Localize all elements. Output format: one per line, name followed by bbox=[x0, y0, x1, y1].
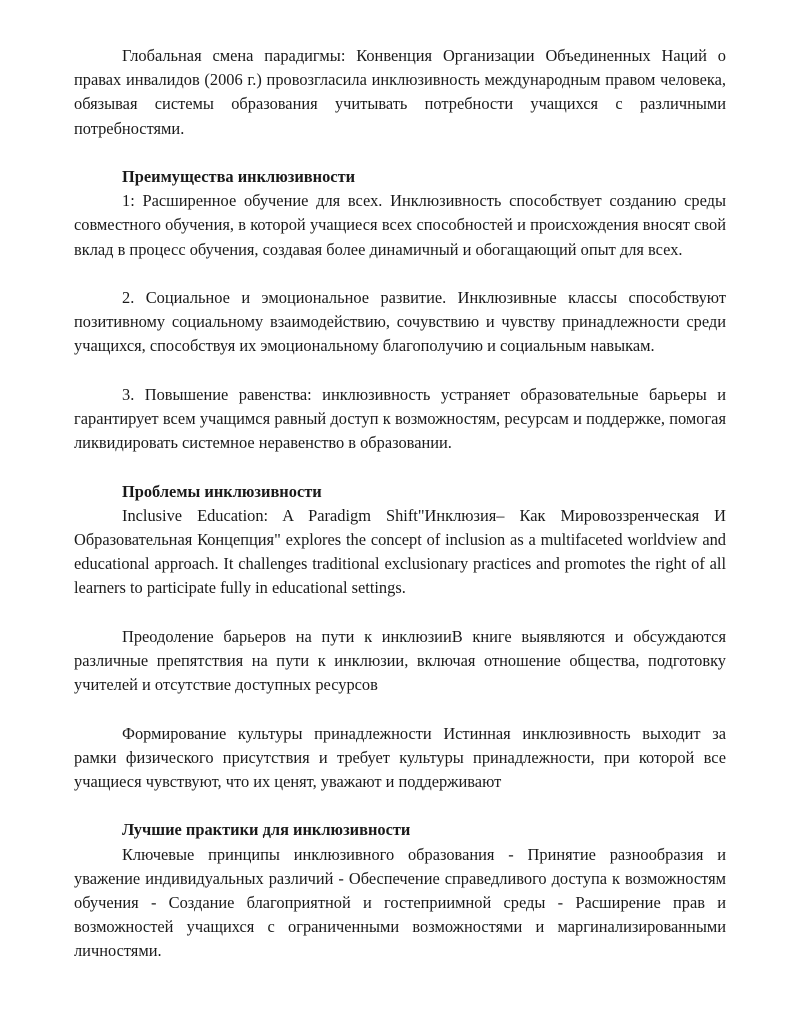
section-heading-advantages: Преимущества инклюзивности bbox=[122, 167, 356, 186]
section-heading-problems: Проблемы инклюзивности bbox=[122, 481, 322, 501]
advantages-paragraph-3: 3. Повышение равенства: инклюзивность устраняет образовательные барьеры и гарантирует всем учащимся равный доступ к возможностям, ресурсам и поддержке, помогая ликвидировать системное неравенство в образовании. bbox=[74, 384, 726, 453]
section-heading-best-practices: Лучшие практики для инклюзивности bbox=[122, 820, 411, 840]
problems-paragraph-3: Формирование культуры принадлежности Истинная инклюзивность выходит за рамки физического присутствия и требует культуры принадлежности, при которой все учащиеся чувствуют, что их ценят, уважают и поддерживают bbox=[74, 723, 726, 791]
document-page bbox=[74, 44, 726, 964]
best-practices-paragraph: Ключевые принципы инклюзивного образования - Принятие разнообразия и уважение индивидуальных различий - Обеспечение справедливого доступа к возможностям обучения - Создание благоприятной и гостеприимной среды - Расширение прав и возможностей учащихся с ограниченными возможностями и маргинализированными личностями. bbox=[74, 844, 726, 961]
problems-paragraph-1: Inclusive Education: A Paradigm Shift"Инклюзия– Как Мировоззренческая И Образовательная Концепция" explores the concept of inclusion as a multifaceted worldview and educational approach. It challenges traditional exclusionary practices and promotes the right of all learners to participate fully in educational settings. bbox=[74, 505, 726, 598]
intro-paragraph: Глобальная смена парадигмы: Конвенция Организации Объединенных Наций о правах инвалидов (2006 г.) провозгласила инклюзивность международным правом человека, обязывая системы образования учитывать потребности учащихся с различными потребностями. bbox=[74, 46, 726, 138]
problems-paragraph-2: Преодоление барьеров на пути к инклюзииВ книге выявляются и обсуждаются различные препятствия на пути к инклюзии, включая отношение общества, подготовку учителей и отсутствие доступных ресурсов bbox=[74, 626, 726, 695]
advantages-paragraph-2: 2. Социальное и эмоциональное развитие. Инклюзивные классы способствуют позитивному социальному взаимодействию, сочувствию и чувству принадлежности среди учащихся, способствуя их эмоциональному благополучию и социальным навыкам. bbox=[74, 288, 726, 356]
advantages-paragraph-1: 1: Расширенное обучение для всех. Инклюзивность способствует созданию среды совместного обучения, в которой учащиеся всех способностей и происхождения вносят свой вклад в процесс обучения, создавая более динамичный и обогащающий опыт для всех. bbox=[74, 191, 726, 259]
